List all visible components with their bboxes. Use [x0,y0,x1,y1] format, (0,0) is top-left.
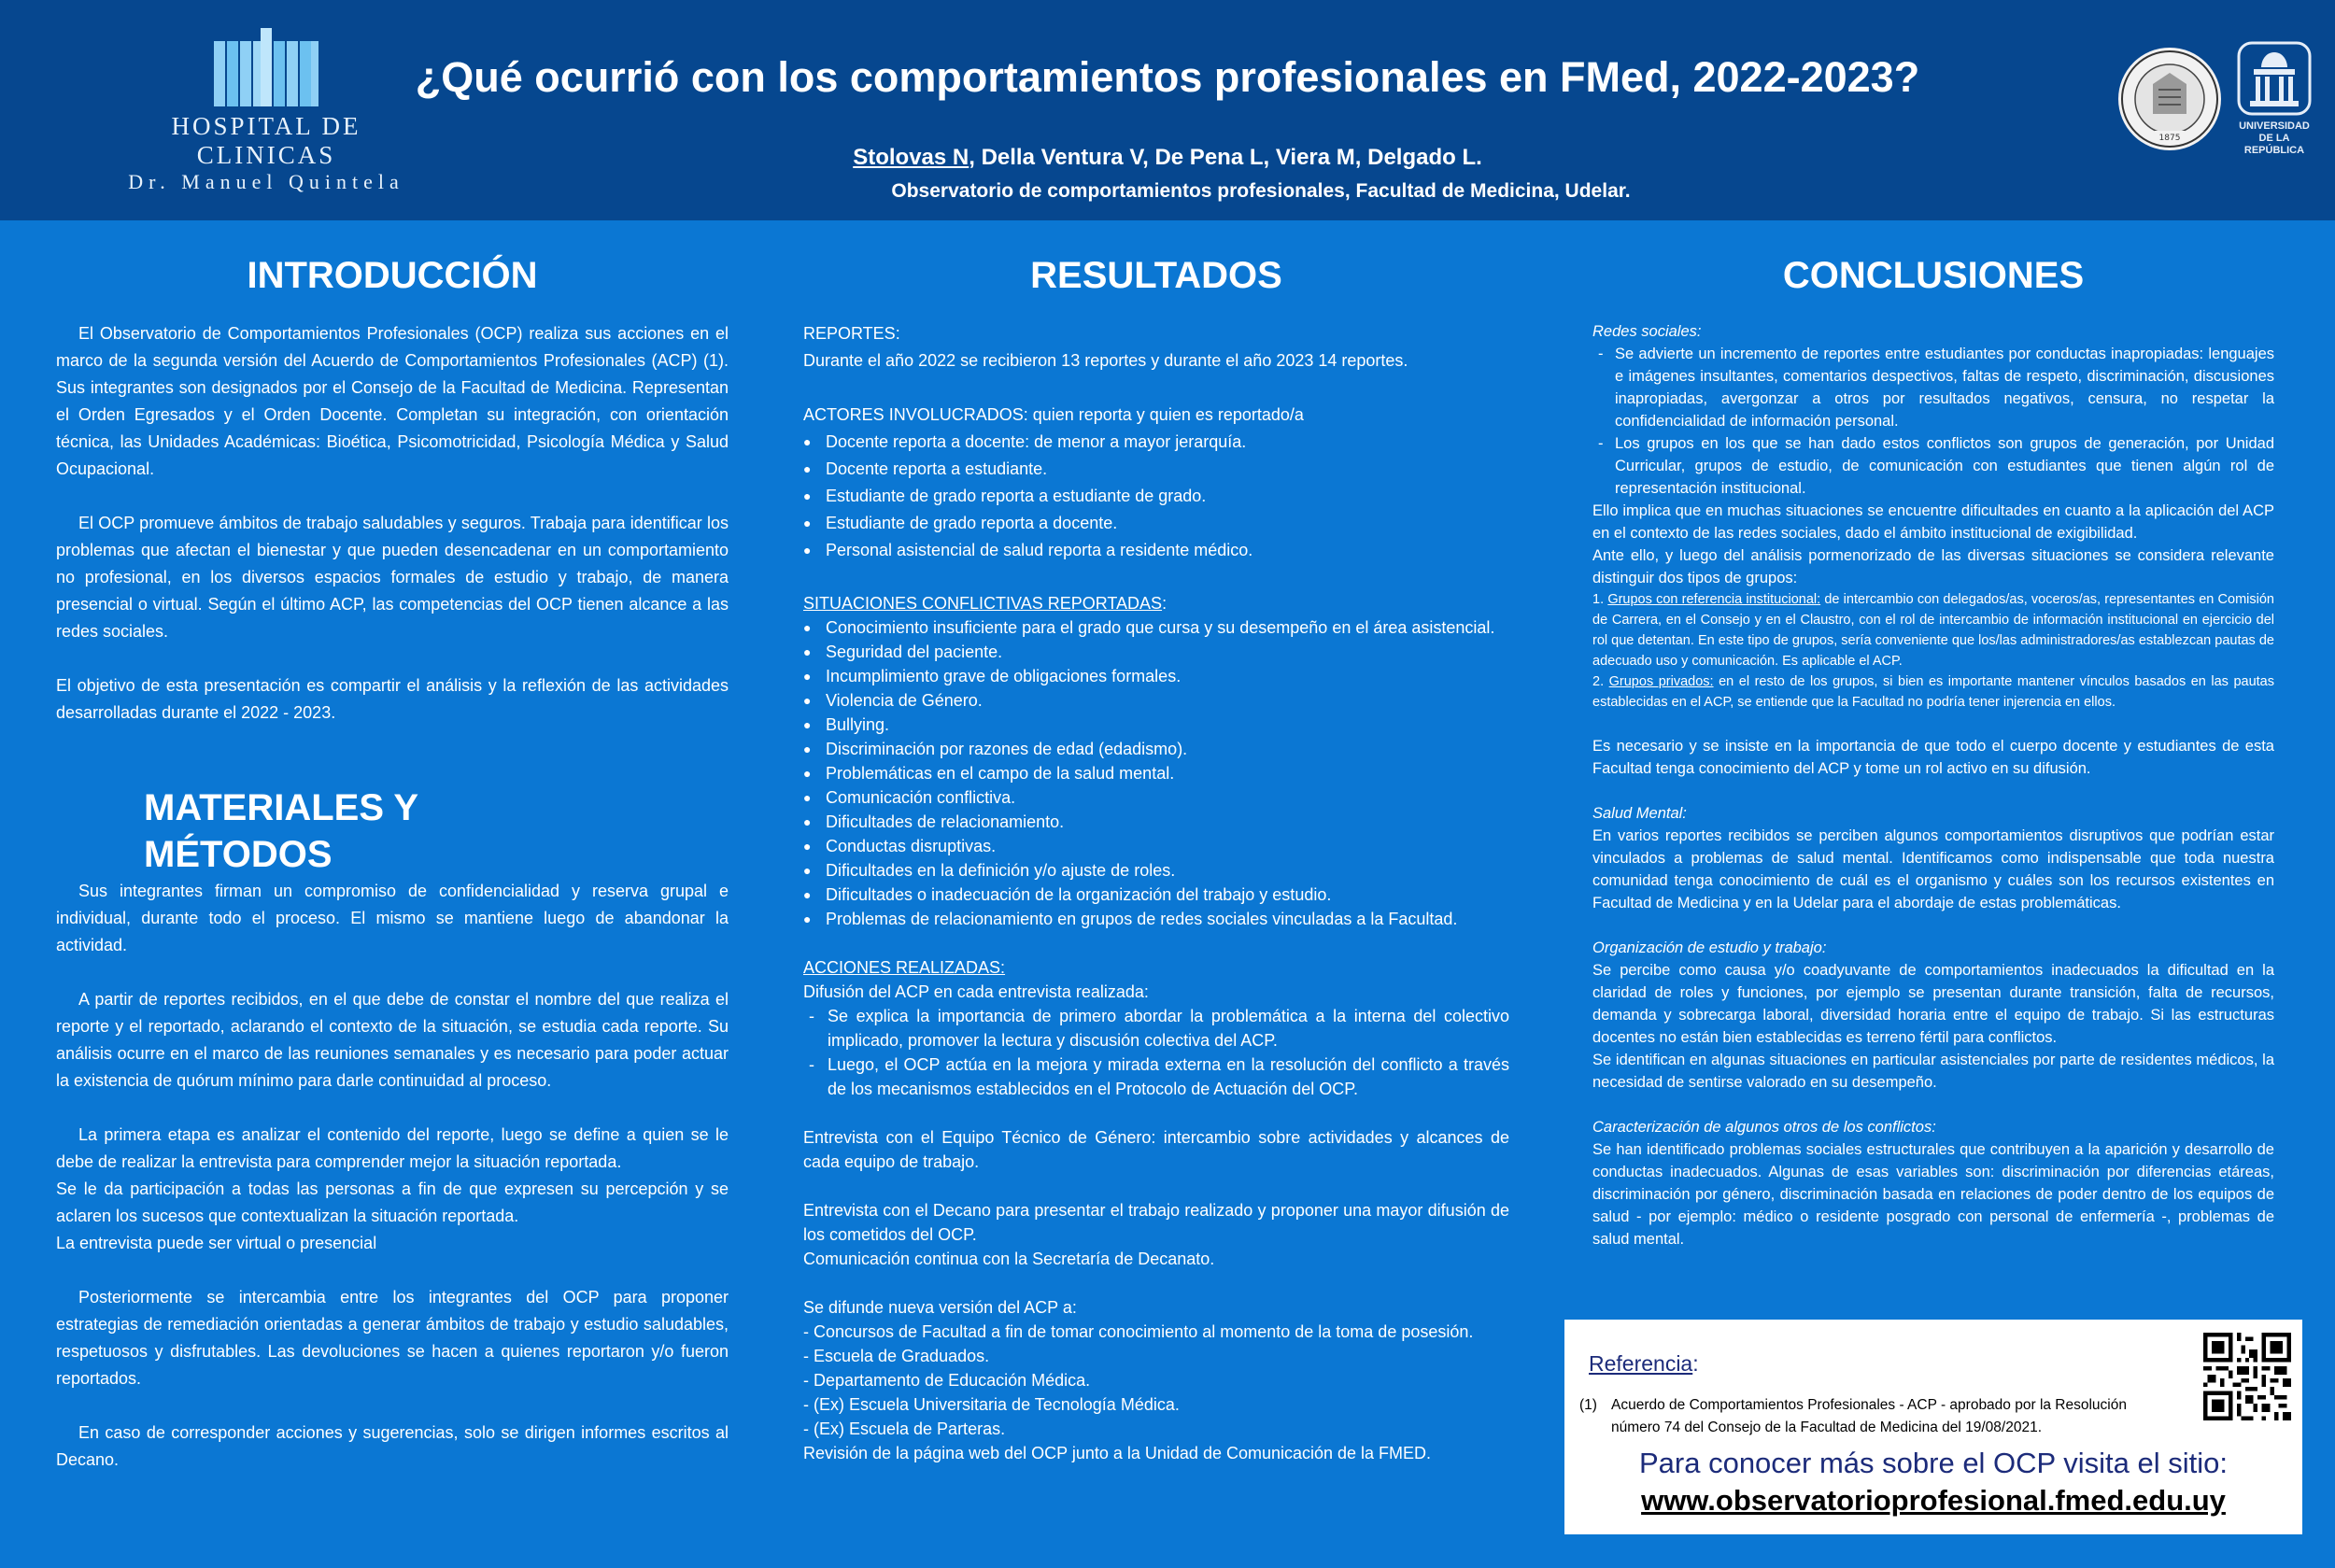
cta-text: Para conocer más sobre el OCP visita el sitio: [1638,1447,2229,1479]
hospital-name: HOSPITAL DE CLINICAS [171,112,361,169]
list-item: ● Problemas de relacionamiento en grupos de redes sociales vinculadas a la Facultad. [803,907,1509,931]
udelar-label-1: UNIVERSIDAD [2239,120,2310,132]
reference-item [1579,1394,2177,1439]
list-item: ● Personal asistencial de salud reporta a residente médico. [803,537,1509,564]
authors [411,143,1924,173]
column-middle [803,247,1509,1465]
reportes-label: REPORTES: [803,324,900,343]
difunde-item: - Escuela de Graduados. [803,1347,990,1365]
intro-paragraph: El OCP promueve ámbitos de trabajo saludables y seguros. Trabaja para identificar los problemas que afectan el bienestar y que pueden desencadenar en un comportamiento no profesional, en los diversos espacios formales de estudio y trabajo, de manera presencial o virtual. Según el último ACP, las competencias del OCP tienen alcance a las redes sociales. [56,514,729,641]
difunde-label: Se difunde nueva versión del ACP a: [803,1298,1077,1317]
results-heading: RESULTADOS [1030,255,1282,296]
list-item: ● Dificultades de relacionamiento. [803,810,1509,834]
list-item: ● Comunicación conflictiva. [803,785,1509,810]
acciones-label-text: ACCIONES REALIZADAS: [803,958,1006,977]
group-institutional [1592,589,2274,671]
reference-title [1589,1351,1699,1377]
difunde-item: - Concursos de Facultad a fin de tomar conocimiento al momento de la toma de posesión. [803,1322,1474,1341]
necesario-paragraph: Es necesario y se insiste en la importancia de que todo el cuerpo docente y estudiantes de esta Facultad tenga conocimiento del ACP y tome un rol activo en su difusión. [1592,738,2274,777]
situaciones-label: SITUACIONES CONFLICTIVAS REPORTADAS [803,594,1163,613]
facultad-medicina-seal-icon [2117,47,2222,151]
acciones-label [803,955,1509,980]
list-item: - Se advierte un incremento de reportes entre estudiantes por conductas inapropiadas: lenguajes e imágenes insultantes, comentarios despectivos, faltas de respeto, discriminación, discusiones inapropiadas, avergonzar a otros por resultados negativos, censura, no respetar la confidencialidad de información personal. [1592,343,2274,432]
salud-label: Salud Mental: [1592,805,1687,822]
udelar-logo [2232,41,2316,157]
difunde-item: - Departamento de Educación Médica. [803,1371,1091,1390]
methods-paragraph: Posteriormente se intercambia entre los integrantes del OCP para proponer estrategias de remediación orientadas a generar ámbitos de trabajo y estudio saludables, respetuosos y disfrutables. Las devoluciones se hacen a quienes reportaron y/o fueron reportados. [56,1288,729,1388]
list-item: ● Seguridad del paciente. [803,640,1509,664]
column-left [56,247,729,1474]
reference-number: (1) [1579,1397,1597,1413]
methods-paragraph: En caso de corresponder acciones y sugerencias, solo se dirigen informes escritos al Decano. [56,1423,729,1469]
difusion-list [803,1004,1509,1101]
revision-paragraph: Revisión de la página web del OCP junto a la Unidad de Comunicación de la FMED. [803,1444,1432,1462]
hospital-subname: Dr. Manuel Quintela [128,170,404,193]
intro-paragraph: El Observatorio de Comportamientos Profesionales (OCP) realiza sus acciones en el marco de la segunda versión del Acuerdo de Comportamientos Profesionales (ACP) (1). Sus integrantes son designados por el Consejo de la Facultad de Medicina. Representan el Orden Egresados y el Orden Docente. Completan su integración, con orientación técnica, las Unidades Académicas: Bioética, Psicomotricidad, Psicología Médica y Salud Ocupacional. [56,324,729,478]
decano-paragraph: Entrevista con el Decano para presentar el trabajo realizado y proponer una mayor difusión de los cometidos del OCP. [803,1201,1509,1244]
column-right [1592,247,2274,1250]
org-paragraph: Se identifican en algunas situaciones en particular asistenciales por parte de residentes médicos, la necesidad de sentirse valorado en su desempeño. [1592,1052,2274,1091]
list-item: ● Docente reporta a docente: de menor a mayor jerarquía. [803,429,1509,456]
salud-paragraph: En varios reportes recibidos se perciben algunos comportamientos disruptivos que podrían estar vinculados a problemas de salud mental. Identificamos como indispensable que toda nuestra comunidad tenga conocimiento de cuál es el organismo y cuáles son los recursos existentes en Facultad de Medicina y en la Udelar para el abordaje de estas problemáticas. [1592,827,2274,911]
situaciones-heading: SITUACIONES CONFLICTIVAS REPORTADAS: [803,594,1168,613]
udelar-label-2: DE LA REPÚBLICA [2243,133,2305,156]
group-number: 1. [1592,592,1605,607]
reference-title-colon: : [1692,1351,1699,1376]
group-text: en el resto de los grupos, si bien es importante mantener vínculos basados en las pautas establecidas en el ACP, se entiende que la Facultad no podría tener injerencia en ellos. [1592,674,2274,710]
difunde-item: - (Ex) Escuela de Parteras. [803,1420,1006,1438]
methods-paragraph: Sus integrantes firman un compromiso de confidencialidad y reserva grupal e individual, durante todo el proceso. El mismo se mantiene luego de abandonar la actividad. [56,882,729,954]
other-authors: , Della Ventura V, De Pena L, Viera M, Delgado L. [969,145,1482,170]
redes-list [1592,343,2274,500]
header-banner [0,0,2335,220]
methods-paragraph: A partir de reportes recibidos, en el que debe de constar el nombre del que realiza el reporte y el reportado, aclarando el contexto de la situación, se estudia cada reporte. Su análisis ocurre en el marco de las reuniones semanales y es necesario para poder actuar la existencia de quórum mínimo para darle continuidad al proceso. [56,990,729,1090]
list-item: - Luego, el OCP actúa en la mejora y mirada externa en la resolución del conflicto a través de los mecanismos establecidos en el Protocolo de Actuación del OCP. [803,1052,1509,1101]
list-item: ● Dificultades en la definición y/o ajuste de roles. [803,858,1509,883]
secretaria-paragraph: Comunicación continua con la Secretaría de Decanato. [803,1250,1215,1268]
svg-text:1875: 1875 [2158,134,2181,143]
reportes-text: Durante el año 2022 se recibieron 13 reportes y durante el año 2023 14 reportes. [803,351,1408,370]
list-item: ● Conocimiento insuficiente para el grado que cursa y su desempeño en el área asistencial. [803,615,1509,640]
situaciones-list [803,615,1509,931]
intro-heading: INTRODUCCIÓN [247,255,538,296]
genero-paragraph: Entrevista con el Equipo Técnico de Género: intercambio sobre actividades y alcances de cada equipo de trabajo. [803,1128,1509,1171]
group-text: de intercambio con delegados/as, voceros/as, representantes en Comisión de Carrera, en el Consejo y en el Claustro, con el rol de intercambio de información institucional en ejercicio del rol que detentan. En este tipo de grupos, sería conveniente que los/las administradores/as establezcan pautas de adecuado uso y comunicación. Es aplicable el ACP. [1592,592,2274,669]
methods-paragraph: Se le da participación a todas las personas a fin de que expresen su percepción y se aclaren los sucesos que contextualizan la situación reportada. [56,1180,729,1225]
first-author: Stolovas N [853,145,969,170]
list-item: ● Incumplimiento grave de obligaciones formales. [803,664,1509,688]
udelar-building-icon [2237,41,2312,116]
difusion-label: Difusión del ACP en cada entrevista realizada: [803,982,1149,1001]
ante-paragraph: Ante ello, y luego del análisis pormenorizado de las diversas situaciones se considera relevante distinguir dos tipos de grupos: [1592,547,2274,586]
list-item: ● Conductas disruptivas. [803,834,1509,858]
list-item: ● Bullying. [803,713,1509,737]
carac-label: Caracterización de algunos otros de los conflictos: [1592,1119,1936,1136]
implica-paragraph: Ello implica que en muchas situaciones se encuentre dificultades en cuanto a la aplicación del ACP en el contexto de las redes sociales, dado el ámbito institucional de exigibilidad. [1592,502,2274,542]
actores-list [803,429,1509,564]
list-item: ● Estudiante de grado reporta a estudiante de grado. [803,483,1509,510]
methods-paragraph: La entrevista puede ser virtual o presencial [56,1234,377,1252]
list-item: ● Violencia de Género. [803,688,1509,713]
reference-box [1564,1320,2302,1534]
qr-code-icon[interactable] [2203,1333,2291,1420]
list-item: ● Problemáticas en el campo de la salud mental. [803,761,1509,785]
reference-text: Acuerdo de Comportamientos Profesionales - ACP - aprobado por la Resolución número 74 del Consejo de la Facultad de Medicina del 19/08/2021. [1611,1397,2127,1435]
intro-paragraph: El objetivo de esta presentación es compartir el análisis y la reflexión de las actividades desarrolladas durante el 2022 - 2023. [56,676,729,722]
affiliation: Observatorio de comportamientos profesionales, Facultad de Medicina, Udelar. [891,180,1631,202]
hospital-building-icon [210,28,322,106]
carac-paragraph: Se han identificado problemas sociales estructurales que contribuyen a la aparición y desarrollo de conductas inadecuados. Algunas de esas variables son: discriminación por diferencias etáreas, discriminación por género, discriminación basada en relaciones de poder dentro de los equipos de salud - por ejemplo: médico o residente posgrado con personal de enfermería -, problemas de salud mental. [1592,1141,2274,1248]
difunde-item: - (Ex) Escuela Universitaria de Tecnología Médica. [803,1395,1180,1414]
hospital-clinicas-logo [112,28,420,193]
redes-label: Redes sociales: [1592,323,1702,340]
reference-title-text: Referencia [1589,1351,1693,1376]
group-number: 2. [1592,674,1605,689]
group-label: Grupos privados: [1608,674,1714,689]
list-item: ● Dificultades o inadecuación de la organización del trabajo y estudio. [803,883,1509,907]
website-link[interactable]: www.observatorioprofesional.fmed.edu.uy [1641,1484,2226,1517]
list-item: ● Docente reporta a estudiante. [803,456,1509,483]
org-paragraph: Se percibe como causa y/o coadyuvante de comportamientos inadecuados la dificultad en la claridad de roles y funciones, por ejemplo se presentan durante transición, falta de recursos, demanda y sobrecarga laboral, diversidad horaria entre el equipo de trabajo. Si las estructuras docentes no están bien establecidas es terreno fértil para conflictos. [1592,962,2274,1046]
actores-label: ACTORES INVOLUCRADOS: quien reporta y quien es reportado/a [803,405,1304,424]
org-label: Organización de estudio y trabajo: [1592,939,1827,956]
list-item: - Se explica la importancia de primero abordar la problemática a la interna del colectivo implicado, promover la lectura y discusión colectiva del ACP. [803,1004,1509,1052]
conclusions-heading: CONCLUSIONES [1782,255,2085,296]
list-item: ● Discriminación por razones de edad (edadismo). [803,737,1509,761]
group-private [1592,671,2274,713]
methods-heading: MATERIALES Y MÉTODOS [144,787,418,875]
list-item: ● Estudiante de grado reporta a docente. [803,510,1509,537]
methods-paragraph: La primera etapa es analizar el contenido del reporte, luego se define a quien se le debe de realizar la entrevista para comprender mejor la situación reportada. [56,1125,729,1171]
poster-title: ¿Qué ocurrió con los comportamientos profesionales en FMed, 2022-2023? [415,53,1920,101]
group-label: Grupos con referencia institucional: [1607,592,1821,607]
list-item: - Los grupos en los que se han dado estos conflictos son grupos de generación, por Unidad Curricular, grupos de estudio, de comunicación con estudiantes que tienen algún rol de representación institucional. [1592,432,2274,500]
